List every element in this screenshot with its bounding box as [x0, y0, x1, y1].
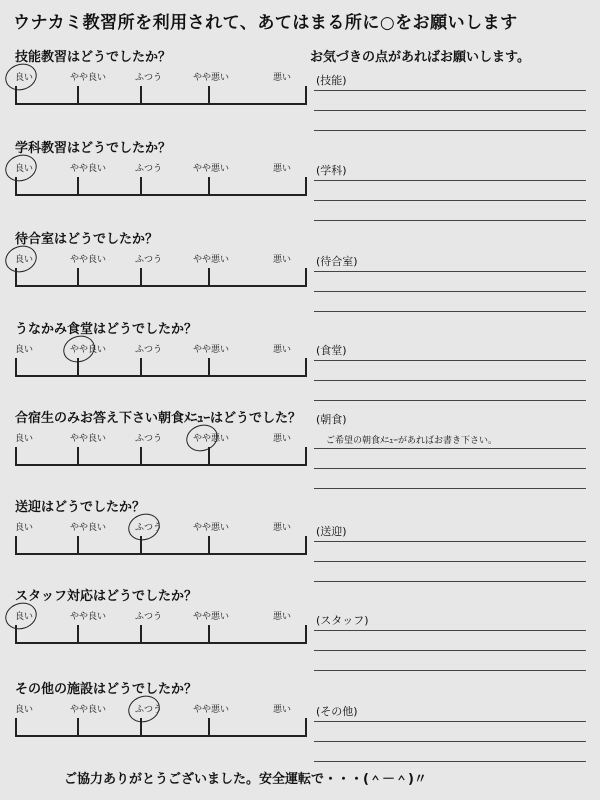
rating-option[interactable]: 悪い — [273, 345, 292, 355]
scale-tick — [140, 268, 142, 286]
comment-writing-line[interactable] — [314, 360, 586, 361]
comment-writing-line[interactable] — [314, 311, 586, 312]
scale-tick — [140, 358, 142, 376]
scale-tick — [77, 447, 79, 465]
scale-line — [15, 735, 307, 737]
rating-option[interactable]: 良い — [15, 255, 34, 265]
question-5 — [15, 407, 315, 485]
rating-option[interactable]: 悪い — [273, 164, 292, 174]
breakfast-menu-hint: ご希望の朝食ﾒﾆｭｰがあればお書き下さい。 — [326, 436, 498, 446]
rating-option[interactable]: やや良い — [70, 705, 107, 715]
survey-title: ウナカミ教習所を利用されて、あてはまる所に○をお願いします — [13, 13, 518, 33]
scale-tick — [208, 536, 210, 554]
rating-option[interactable]: ふつう — [135, 434, 163, 444]
rating-option[interactable]: 良い — [15, 73, 34, 83]
scale-tick — [208, 177, 210, 195]
rating-option[interactable]: 良い — [15, 612, 34, 622]
rating-option[interactable]: やや良い — [70, 612, 107, 622]
scale-line — [15, 553, 307, 555]
comment-writing-line[interactable] — [314, 630, 586, 631]
scale-tick — [305, 268, 307, 286]
rating-option[interactable]: 悪い — [273, 73, 292, 83]
rating-scale — [15, 70, 307, 110]
rating-option[interactable]: ふつう — [135, 255, 163, 265]
scale-tick — [208, 447, 210, 465]
comment-label: (スタッフ) — [316, 614, 369, 627]
question-8 — [15, 678, 315, 756]
comment-writing-line[interactable] — [314, 271, 586, 272]
rating-option[interactable]: 悪い — [273, 255, 292, 265]
scale-tick — [305, 358, 307, 376]
question-title: 合宿生のみお答え下さい朝食ﾒﾆｭｰはどうでした？ — [15, 411, 302, 426]
rating-option[interactable]: やや良い — [70, 523, 107, 533]
question-7 — [15, 585, 315, 663]
comment-writing-line[interactable] — [314, 561, 586, 562]
comment-writing-line[interactable] — [314, 541, 586, 542]
comment-writing-line[interactable] — [314, 448, 586, 449]
scale-tick — [208, 625, 210, 643]
comment-writing-line[interactable] — [314, 380, 586, 381]
comment-writing-line[interactable] — [314, 650, 586, 651]
comment-label: (技能) — [316, 74, 347, 87]
comment-label: (その他) — [316, 705, 358, 718]
comment-label: (学科) — [316, 164, 347, 177]
scale-tick — [305, 625, 307, 643]
comment-writing-line[interactable] — [314, 110, 586, 111]
scale-tick — [140, 625, 142, 643]
rating-option[interactable]: やや悪い — [193, 612, 230, 622]
rating-option[interactable]: 悪い — [273, 612, 292, 622]
question-title: 学科教習はどうでしたか？ — [15, 141, 172, 156]
comment-label: (朝食) — [316, 413, 347, 426]
scale-tick — [77, 86, 79, 104]
comment-label: (待合室) — [316, 255, 358, 268]
question-3 — [15, 228, 315, 306]
scale-tick — [15, 447, 17, 465]
scale-line — [15, 103, 307, 105]
rating-option[interactable]: 良い — [15, 523, 34, 533]
rating-option[interactable]: ふつう — [135, 345, 163, 355]
rating-option[interactable]: 悪い — [273, 705, 292, 715]
rating-option[interactable]: やや良い — [70, 255, 107, 265]
rating-option[interactable]: やや悪い — [193, 164, 230, 174]
rating-option[interactable]: ふつう — [135, 612, 163, 622]
scale-line — [15, 285, 307, 287]
rating-option[interactable]: 良い — [15, 164, 34, 174]
scale-tick — [140, 86, 142, 104]
rating-option[interactable]: やや良い — [70, 345, 107, 355]
rating-scale — [15, 342, 307, 382]
scale-line — [15, 375, 307, 377]
rating-scale — [15, 161, 307, 201]
rating-option[interactable]: 良い — [15, 434, 34, 444]
comment-writing-line[interactable] — [314, 721, 586, 722]
scale-tick — [305, 177, 307, 195]
comment-writing-line[interactable] — [314, 581, 586, 582]
comment-writing-line[interactable] — [314, 90, 586, 91]
question-2 — [15, 137, 315, 215]
rating-option[interactable]: 良い — [15, 345, 34, 355]
rating-option[interactable]: やや悪い — [193, 434, 230, 444]
comment-writing-line[interactable] — [314, 291, 586, 292]
scale-tick — [305, 447, 307, 465]
scale-tick — [305, 718, 307, 736]
scale-tick — [208, 268, 210, 286]
question-4 — [15, 318, 315, 396]
rating-option[interactable]: やや悪い — [193, 255, 230, 265]
comment-writing-line[interactable] — [314, 180, 586, 181]
rating-scale — [15, 252, 307, 292]
rating-option[interactable]: ふつう — [135, 73, 163, 83]
rating-option[interactable]: 悪い — [273, 523, 292, 533]
question-title: スタッフ対応はどうでしたか？ — [15, 589, 198, 604]
scale-tick — [208, 718, 210, 736]
comment-label: (食堂) — [316, 344, 347, 357]
scale-line — [15, 642, 307, 644]
rating-option[interactable]: やや悪い — [193, 345, 230, 355]
rating-scale — [15, 702, 307, 742]
question-title: 待合室はどうでしたか？ — [15, 232, 159, 247]
rating-option[interactable]: 良い — [15, 705, 34, 715]
question-title: その他の施設はどうでしたか？ — [15, 682, 198, 697]
question-title: 技能教習はどうでしたか？ — [15, 50, 172, 65]
scale-tick — [15, 536, 17, 554]
rating-scale — [15, 431, 307, 471]
comment-writing-line[interactable] — [314, 468, 586, 469]
question-title: 送迎はどうでしたか？ — [15, 500, 146, 515]
comment-writing-line[interactable] — [314, 670, 586, 671]
scale-tick — [77, 536, 79, 554]
rating-option[interactable]: やや良い — [70, 434, 107, 444]
comment-writing-line[interactable] — [314, 220, 586, 221]
scale-tick — [208, 358, 210, 376]
scale-tick — [305, 536, 307, 554]
rating-scale — [15, 520, 307, 560]
rating-option[interactable]: やや悪い — [193, 523, 230, 533]
scale-tick — [305, 86, 307, 104]
rating-option[interactable]: ふつう — [135, 705, 163, 715]
comment-writing-line[interactable] — [314, 741, 586, 742]
comments-heading: お気づきの点があればお願いします。 — [310, 50, 530, 65]
comment-writing-line[interactable] — [314, 400, 586, 401]
rating-option[interactable]: やや良い — [70, 164, 107, 174]
comment-writing-line[interactable] — [314, 488, 586, 489]
scale-tick — [208, 86, 210, 104]
rating-option[interactable]: ふつう — [135, 523, 163, 533]
comment-writing-line[interactable] — [314, 761, 586, 762]
question-1 — [15, 46, 315, 124]
comment-writing-line[interactable] — [314, 130, 586, 131]
scale-tick — [77, 268, 79, 286]
scale-tick — [77, 625, 79, 643]
rating-option[interactable]: やや良い — [70, 73, 107, 83]
comment-label: (送迎) — [316, 525, 347, 538]
scale-tick — [77, 718, 79, 736]
rating-option[interactable]: ふつう — [135, 164, 163, 174]
footer-message: ご協力ありがとうございました。安全運転で・・・(＾－＾)〃 — [64, 772, 427, 787]
scale-line — [15, 464, 307, 466]
comment-writing-line[interactable] — [314, 200, 586, 201]
rating-option[interactable]: やや悪い — [193, 73, 230, 83]
rating-scale — [15, 609, 307, 649]
rating-option[interactable]: やや悪い — [193, 705, 230, 715]
scale-tick — [77, 177, 79, 195]
question-title: うなかみ食堂はどうでしたか？ — [15, 322, 198, 337]
scale-tick — [15, 718, 17, 736]
question-6 — [15, 496, 315, 574]
rating-option[interactable]: 悪い — [273, 434, 292, 444]
scale-tick — [140, 177, 142, 195]
scale-line — [15, 194, 307, 196]
scale-tick — [140, 447, 142, 465]
scale-tick — [15, 358, 17, 376]
